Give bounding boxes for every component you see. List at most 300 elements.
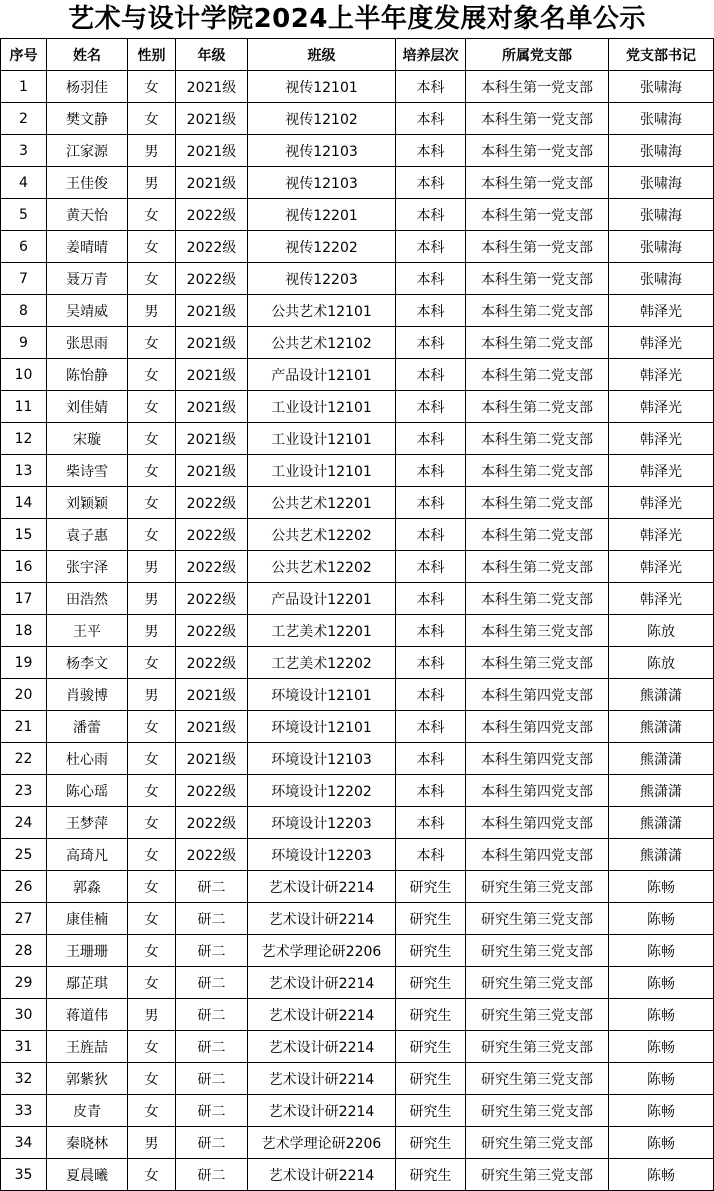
cell-name: 宋璇 xyxy=(47,423,128,455)
cell-class: 工艺美术12201 xyxy=(248,615,396,647)
cell-grade: 2022级 xyxy=(176,551,248,583)
cell-class: 工业设计12101 xyxy=(248,391,396,423)
cell-index: 3 xyxy=(1,135,47,167)
cell-class: 产品设计12101 xyxy=(248,359,396,391)
cell-branch: 本科生第四党支部 xyxy=(466,711,609,743)
cell-gender: 女 xyxy=(128,455,176,487)
header-branch: 所属党支部 xyxy=(466,39,609,71)
cell-level: 本科 xyxy=(396,519,466,551)
cell-name: 蒋道伟 xyxy=(47,999,128,1031)
cell-grade: 2022级 xyxy=(176,775,248,807)
cell-grade: 2022级 xyxy=(176,615,248,647)
table-row xyxy=(1,903,714,935)
table-row xyxy=(1,519,714,551)
cell-grade: 2021级 xyxy=(176,455,248,487)
cell-index: 5 xyxy=(1,199,47,231)
cell-level: 本科 xyxy=(396,615,466,647)
cell-gender: 女 xyxy=(128,1095,176,1127)
cell-branch: 本科生第二党支部 xyxy=(466,519,609,551)
cell-level: 本科 xyxy=(396,231,466,263)
cell-grade: 2022级 xyxy=(176,199,248,231)
cell-index: 9 xyxy=(1,327,47,359)
cell-index: 29 xyxy=(1,967,47,999)
cell-secretary: 陈畅 xyxy=(609,1031,714,1063)
cell-secretary: 韩泽光 xyxy=(609,391,714,423)
cell-grade: 2021级 xyxy=(176,103,248,135)
cell-level: 本科 xyxy=(396,423,466,455)
table-header-row xyxy=(1,39,714,71)
cell-gender: 女 xyxy=(128,487,176,519)
cell-gender: 女 xyxy=(128,711,176,743)
cell-branch: 本科生第一党支部 xyxy=(466,71,609,103)
cell-branch: 本科生第四党支部 xyxy=(466,775,609,807)
table-row xyxy=(1,103,714,135)
cell-grade: 2021级 xyxy=(176,711,248,743)
cell-grade: 2021级 xyxy=(176,135,248,167)
cell-branch: 本科生第四党支部 xyxy=(466,839,609,871)
cell-gender: 男 xyxy=(128,583,176,615)
cell-grade: 2022级 xyxy=(176,839,248,871)
cell-branch: 本科生第四党支部 xyxy=(466,679,609,711)
cell-secretary: 陈畅 xyxy=(609,967,714,999)
cell-secretary: 韩泽光 xyxy=(609,327,714,359)
cell-name: 樊文静 xyxy=(47,103,128,135)
table-row xyxy=(1,551,714,583)
cell-name: 王旌喆 xyxy=(47,1031,128,1063)
cell-level: 研究生 xyxy=(396,999,466,1031)
cell-branch: 本科生第二党支部 xyxy=(466,551,609,583)
cell-class: 视传12201 xyxy=(248,199,396,231)
cell-level: 本科 xyxy=(396,199,466,231)
cell-grade: 2021级 xyxy=(176,327,248,359)
cell-secretary: 韩泽光 xyxy=(609,359,714,391)
cell-index: 14 xyxy=(1,487,47,519)
roster-table xyxy=(0,38,714,1191)
cell-name: 柴诗雪 xyxy=(47,455,128,487)
cell-level: 研究生 xyxy=(396,1095,466,1127)
cell-branch: 研究生第三党支部 xyxy=(466,999,609,1031)
cell-index: 17 xyxy=(1,583,47,615)
cell-index: 16 xyxy=(1,551,47,583)
cell-level: 本科 xyxy=(396,839,466,871)
cell-branch: 本科生第二党支部 xyxy=(466,295,609,327)
table-row xyxy=(1,999,714,1031)
cell-level: 本科 xyxy=(396,167,466,199)
table-row xyxy=(1,679,714,711)
cell-name: 秦晓林 xyxy=(47,1127,128,1159)
cell-branch: 本科生第三党支部 xyxy=(466,615,609,647)
cell-class: 视传12102 xyxy=(248,103,396,135)
cell-grade: 研二 xyxy=(176,999,248,1031)
cell-name: 鄢芷琪 xyxy=(47,967,128,999)
cell-branch: 研究生第三党支部 xyxy=(466,1095,609,1127)
table-row xyxy=(1,71,714,103)
cell-branch: 本科生第一党支部 xyxy=(466,103,609,135)
cell-index: 4 xyxy=(1,167,47,199)
cell-name: 吴靖威 xyxy=(47,295,128,327)
table-row xyxy=(1,423,714,455)
table-row xyxy=(1,199,714,231)
cell-name: 王平 xyxy=(47,615,128,647)
cell-grade: 2022级 xyxy=(176,583,248,615)
cell-grade: 2022级 xyxy=(176,807,248,839)
cell-index: 8 xyxy=(1,295,47,327)
cell-class: 工业设计12101 xyxy=(248,455,396,487)
cell-index: 24 xyxy=(1,807,47,839)
cell-secretary: 陈畅 xyxy=(609,1127,714,1159)
cell-name: 潘蕾 xyxy=(47,711,128,743)
cell-secretary: 陈畅 xyxy=(609,1159,714,1191)
cell-class: 环境设计12202 xyxy=(248,775,396,807)
cell-secretary: 张啸海 xyxy=(609,199,714,231)
cell-index: 15 xyxy=(1,519,47,551)
cell-index: 1 xyxy=(1,71,47,103)
cell-gender: 男 xyxy=(128,999,176,1031)
table-row xyxy=(1,967,714,999)
cell-secretary: 陈畅 xyxy=(609,999,714,1031)
table-row xyxy=(1,743,714,775)
cell-grade: 2021级 xyxy=(176,359,248,391)
cell-gender: 女 xyxy=(128,1063,176,1095)
cell-level: 本科 xyxy=(396,391,466,423)
cell-level: 本科 xyxy=(396,295,466,327)
cell-gender: 女 xyxy=(128,839,176,871)
table-row xyxy=(1,935,714,967)
cell-secretary: 陈畅 xyxy=(609,1063,714,1095)
table-row xyxy=(1,263,714,295)
cell-class: 艺术学理论研2206 xyxy=(248,1127,396,1159)
cell-level: 研究生 xyxy=(396,1031,466,1063)
cell-grade: 研二 xyxy=(176,935,248,967)
cell-grade: 研二 xyxy=(176,1127,248,1159)
cell-gender: 女 xyxy=(128,199,176,231)
cell-branch: 本科生第二党支部 xyxy=(466,423,609,455)
cell-level: 本科 xyxy=(396,583,466,615)
cell-gender: 女 xyxy=(128,647,176,679)
cell-index: 13 xyxy=(1,455,47,487)
cell-gender: 女 xyxy=(128,1159,176,1191)
cell-class: 视传12103 xyxy=(248,167,396,199)
cell-level: 本科 xyxy=(396,807,466,839)
cell-index: 6 xyxy=(1,231,47,263)
cell-grade: 2021级 xyxy=(176,295,248,327)
cell-index: 31 xyxy=(1,1031,47,1063)
cell-secretary: 陈畅 xyxy=(609,935,714,967)
cell-index: 27 xyxy=(1,903,47,935)
cell-branch: 研究生第三党支部 xyxy=(466,1031,609,1063)
header-class: 班级 xyxy=(248,39,396,71)
table-row xyxy=(1,839,714,871)
cell-index: 12 xyxy=(1,423,47,455)
cell-name: 皮青 xyxy=(47,1095,128,1127)
cell-index: 23 xyxy=(1,775,47,807)
cell-secretary: 韩泽光 xyxy=(609,487,714,519)
cell-name: 夏晨曦 xyxy=(47,1159,128,1191)
cell-gender: 女 xyxy=(128,935,176,967)
cell-secretary: 熊潇潇 xyxy=(609,775,714,807)
table-row xyxy=(1,295,714,327)
cell-name: 聂万青 xyxy=(47,263,128,295)
cell-class: 视传12101 xyxy=(248,71,396,103)
cell-secretary: 韩泽光 xyxy=(609,583,714,615)
cell-gender: 男 xyxy=(128,1127,176,1159)
cell-secretary: 张啸海 xyxy=(609,167,714,199)
cell-branch: 研究生第三党支部 xyxy=(466,967,609,999)
cell-name: 张宇泽 xyxy=(47,551,128,583)
cell-branch: 本科生第二党支部 xyxy=(466,359,609,391)
cell-name: 杨羽佳 xyxy=(47,71,128,103)
cell-name: 郭紫狄 xyxy=(47,1063,128,1095)
cell-gender: 女 xyxy=(128,391,176,423)
table-row xyxy=(1,327,714,359)
cell-index: 18 xyxy=(1,615,47,647)
cell-grade: 2021级 xyxy=(176,679,248,711)
cell-level: 本科 xyxy=(396,551,466,583)
cell-grade: 2021级 xyxy=(176,167,248,199)
cell-class: 公共艺术12102 xyxy=(248,327,396,359)
table-row xyxy=(1,1031,714,1063)
table-row xyxy=(1,711,714,743)
header-name: 姓名 xyxy=(47,39,128,71)
cell-index: 26 xyxy=(1,871,47,903)
cell-branch: 研究生第三党支部 xyxy=(466,903,609,935)
cell-gender: 女 xyxy=(128,967,176,999)
cell-branch: 本科生第一党支部 xyxy=(466,231,609,263)
cell-gender: 女 xyxy=(128,263,176,295)
cell-level: 研究生 xyxy=(396,1127,466,1159)
cell-class: 产品设计12201 xyxy=(248,583,396,615)
cell-secretary: 熊潇潇 xyxy=(609,711,714,743)
cell-index: 19 xyxy=(1,647,47,679)
cell-grade: 2021级 xyxy=(176,743,248,775)
cell-class: 艺术设计研2214 xyxy=(248,999,396,1031)
cell-secretary: 张啸海 xyxy=(609,263,714,295)
cell-index: 21 xyxy=(1,711,47,743)
cell-grade: 研二 xyxy=(176,871,248,903)
cell-class: 环境设计12203 xyxy=(248,807,396,839)
cell-index: 28 xyxy=(1,935,47,967)
cell-class: 艺术设计研2214 xyxy=(248,903,396,935)
cell-secretary: 熊潇潇 xyxy=(609,807,714,839)
cell-gender: 女 xyxy=(128,359,176,391)
table-row xyxy=(1,359,714,391)
cell-secretary: 熊潇潇 xyxy=(609,839,714,871)
cell-secretary: 熊潇潇 xyxy=(609,679,714,711)
cell-class: 工艺美术12202 xyxy=(248,647,396,679)
cell-grade: 2022级 xyxy=(176,647,248,679)
cell-class: 环境设计12103 xyxy=(248,743,396,775)
cell-level: 本科 xyxy=(396,647,466,679)
table-row xyxy=(1,775,714,807)
cell-index: 7 xyxy=(1,263,47,295)
cell-index: 11 xyxy=(1,391,47,423)
cell-name: 张思雨 xyxy=(47,327,128,359)
cell-secretary: 张啸海 xyxy=(609,103,714,135)
cell-gender: 女 xyxy=(128,103,176,135)
table-row xyxy=(1,871,714,903)
cell-class: 艺术设计研2214 xyxy=(248,1159,396,1191)
cell-class: 视传12202 xyxy=(248,231,396,263)
cell-branch: 本科生第二党支部 xyxy=(466,327,609,359)
header-index: 序号 xyxy=(1,39,47,71)
cell-secretary: 韩泽光 xyxy=(609,551,714,583)
cell-branch: 本科生第一党支部 xyxy=(466,263,609,295)
cell-class: 艺术设计研2214 xyxy=(248,1063,396,1095)
table-row xyxy=(1,1127,714,1159)
cell-class: 环境设计12101 xyxy=(248,679,396,711)
cell-branch: 本科生第四党支部 xyxy=(466,807,609,839)
cell-class: 公共艺术12201 xyxy=(248,487,396,519)
cell-class: 环境设计12101 xyxy=(248,711,396,743)
cell-gender: 女 xyxy=(128,1031,176,1063)
cell-level: 本科 xyxy=(396,455,466,487)
cell-level: 本科 xyxy=(396,487,466,519)
cell-name: 王佳俊 xyxy=(47,167,128,199)
cell-grade: 研二 xyxy=(176,1095,248,1127)
cell-name: 杨李文 xyxy=(47,647,128,679)
header-level: 培养层次 xyxy=(396,39,466,71)
cell-class: 公共艺术12202 xyxy=(248,519,396,551)
cell-grade: 2022级 xyxy=(176,263,248,295)
cell-level: 研究生 xyxy=(396,1159,466,1191)
cell-secretary: 韩泽光 xyxy=(609,455,714,487)
cell-branch: 本科生第二党支部 xyxy=(466,583,609,615)
cell-name: 康佳楠 xyxy=(47,903,128,935)
table-row xyxy=(1,615,714,647)
cell-level: 研究生 xyxy=(396,903,466,935)
cell-branch: 研究生第三党支部 xyxy=(466,1127,609,1159)
cell-index: 2 xyxy=(1,103,47,135)
cell-gender: 男 xyxy=(128,167,176,199)
cell-gender: 男 xyxy=(128,551,176,583)
cell-branch: 研究生第三党支部 xyxy=(466,1159,609,1191)
cell-index: 33 xyxy=(1,1095,47,1127)
cell-level: 本科 xyxy=(396,711,466,743)
cell-level: 本科 xyxy=(396,71,466,103)
cell-branch: 本科生第一党支部 xyxy=(466,199,609,231)
cell-class: 艺术设计研2214 xyxy=(248,1031,396,1063)
cell-gender: 女 xyxy=(128,519,176,551)
cell-class: 艺术设计研2214 xyxy=(248,871,396,903)
table-row xyxy=(1,487,714,519)
cell-name: 肖骏博 xyxy=(47,679,128,711)
table-row xyxy=(1,1159,714,1191)
table-row xyxy=(1,807,714,839)
cell-secretary: 张啸海 xyxy=(609,231,714,263)
cell-grade: 研二 xyxy=(176,1031,248,1063)
cell-gender: 男 xyxy=(128,615,176,647)
cell-index: 34 xyxy=(1,1127,47,1159)
cell-index: 20 xyxy=(1,679,47,711)
cell-secretary: 韩泽光 xyxy=(609,295,714,327)
cell-class: 艺术设计研2214 xyxy=(248,1095,396,1127)
cell-level: 本科 xyxy=(396,743,466,775)
cell-grade: 研二 xyxy=(176,967,248,999)
cell-name: 刘佳婧 xyxy=(47,391,128,423)
cell-branch: 本科生第一党支部 xyxy=(466,135,609,167)
table-row xyxy=(1,135,714,167)
cell-class: 艺术学理论研2206 xyxy=(248,935,396,967)
cell-level: 研究生 xyxy=(396,871,466,903)
cell-class: 艺术设计研2214 xyxy=(248,967,396,999)
cell-secretary: 陈畅 xyxy=(609,871,714,903)
header-grade: 年级 xyxy=(176,39,248,71)
cell-level: 本科 xyxy=(396,679,466,711)
cell-secretary: 熊潇潇 xyxy=(609,743,714,775)
cell-branch: 本科生第二党支部 xyxy=(466,487,609,519)
cell-name: 郭淼 xyxy=(47,871,128,903)
cell-grade: 2022级 xyxy=(176,487,248,519)
cell-secretary: 张啸海 xyxy=(609,135,714,167)
cell-branch: 本科生第二党支部 xyxy=(466,391,609,423)
cell-grade: 2022级 xyxy=(176,519,248,551)
cell-class: 视传12103 xyxy=(248,135,396,167)
table-row xyxy=(1,455,714,487)
cell-class: 工业设计12101 xyxy=(248,423,396,455)
cell-name: 田浩然 xyxy=(47,583,128,615)
cell-level: 研究生 xyxy=(396,935,466,967)
cell-class: 公共艺术12101 xyxy=(248,295,396,327)
cell-branch: 研究生第三党支部 xyxy=(466,871,609,903)
cell-name: 姜晴晴 xyxy=(47,231,128,263)
cell-branch: 本科生第一党支部 xyxy=(466,167,609,199)
cell-grade: 研二 xyxy=(176,1063,248,1095)
cell-name: 王珊珊 xyxy=(47,935,128,967)
cell-gender: 男 xyxy=(128,679,176,711)
cell-index: 30 xyxy=(1,999,47,1031)
page-title: 艺术与设计学院2024上半年度发展对象名单公示 xyxy=(68,4,646,34)
cell-branch: 本科生第二党支部 xyxy=(466,455,609,487)
cell-secretary: 韩泽光 xyxy=(609,423,714,455)
cell-index: 35 xyxy=(1,1159,47,1191)
cell-grade: 2022级 xyxy=(176,231,248,263)
cell-name: 杜心雨 xyxy=(47,743,128,775)
cell-branch: 研究生第三党支部 xyxy=(466,1063,609,1095)
cell-grade: 2021级 xyxy=(176,423,248,455)
cell-gender: 女 xyxy=(128,903,176,935)
cell-secretary: 韩泽光 xyxy=(609,519,714,551)
cell-level: 研究生 xyxy=(396,1063,466,1095)
table-row xyxy=(1,167,714,199)
table-body xyxy=(1,71,714,1191)
cell-name: 陈怡静 xyxy=(47,359,128,391)
cell-gender: 女 xyxy=(128,775,176,807)
cell-name: 王梦萍 xyxy=(47,807,128,839)
table-row xyxy=(1,583,714,615)
cell-class: 公共艺术12202 xyxy=(248,551,396,583)
cell-branch: 本科生第三党支部 xyxy=(466,647,609,679)
cell-name: 陈心瑶 xyxy=(47,775,128,807)
table-row xyxy=(1,391,714,423)
cell-class: 环境设计12203 xyxy=(248,839,396,871)
cell-gender: 男 xyxy=(128,295,176,327)
cell-branch: 本科生第四党支部 xyxy=(466,743,609,775)
cell-gender: 女 xyxy=(128,327,176,359)
cell-gender: 女 xyxy=(128,871,176,903)
cell-grade: 研二 xyxy=(176,1159,248,1191)
cell-name: 刘颖颖 xyxy=(47,487,128,519)
cell-level: 本科 xyxy=(396,135,466,167)
table-row xyxy=(1,1063,714,1095)
cell-secretary: 陈放 xyxy=(609,647,714,679)
table-row xyxy=(1,1095,714,1127)
cell-gender: 女 xyxy=(128,71,176,103)
cell-class: 视传12203 xyxy=(248,263,396,295)
header-gender: 性别 xyxy=(128,39,176,71)
table-row xyxy=(1,647,714,679)
cell-name: 江家源 xyxy=(47,135,128,167)
cell-level: 本科 xyxy=(396,359,466,391)
